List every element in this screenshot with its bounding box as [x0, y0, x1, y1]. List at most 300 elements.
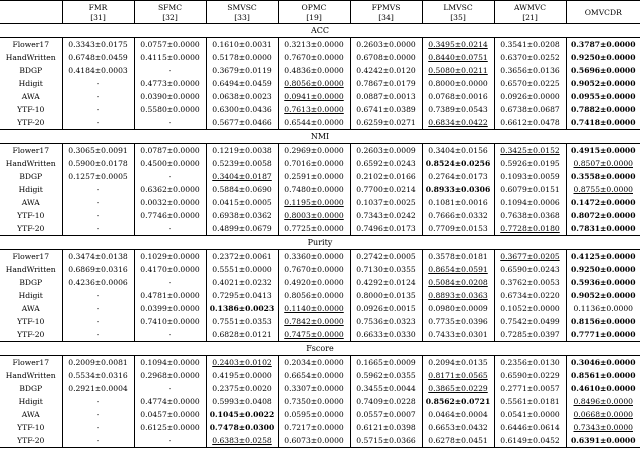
table-row: [0, 170, 640, 183]
corner-cell: [0, 1, 62, 14]
metric-value: 0.4781±0.0000: [140, 291, 200, 300]
metric-cell: [494, 250, 566, 264]
metric-cell: [566, 263, 640, 276]
metric-cell: [566, 250, 640, 264]
metric-value: 0.4021±0.0232: [212, 278, 272, 287]
metric-value: 0.7831±0.0000: [571, 224, 636, 233]
metric-value: 0.2009±0.0081: [68, 358, 128, 367]
metric-cell: [62, 263, 134, 276]
metric-cell: [278, 302, 350, 315]
metric-cell: [422, 222, 494, 236]
metric-value: 0.3558±0.0000: [571, 172, 636, 181]
metric-cell: [350, 382, 422, 395]
metric-value: 0.6592±0.0243: [356, 159, 416, 168]
metric-value: 0.0955±0.0000: [571, 92, 636, 101]
metric-value: 0.4170±0.0000: [140, 265, 200, 274]
metric-value: 0.4125±0.0000: [571, 252, 636, 261]
metric-value: 0.2603±0.0000: [356, 40, 416, 49]
metric-value: 0.4774±0.0000: [140, 397, 200, 406]
metric-value: -: [96, 211, 100, 220]
table-row: [0, 289, 640, 302]
metric-value: 0.6544±0.0000: [284, 118, 344, 127]
metric-cell: [134, 315, 206, 328]
metric-cell: [278, 250, 350, 264]
metric-value: 0.1665±0.0009: [356, 358, 416, 367]
metric-cell: [134, 64, 206, 77]
metric-cell: [494, 369, 566, 382]
metric-cell: [278, 183, 350, 196]
metric-cell: [566, 395, 640, 408]
metric-value: 0.7389±0.0543: [428, 105, 488, 114]
table-row: [0, 196, 640, 209]
metric-value: 0.0787±0.0000: [140, 146, 200, 155]
table-row: [0, 103, 640, 116]
metric-cell: [278, 144, 350, 158]
metric-cell: [566, 434, 640, 448]
metric-value: 0.0941±0.0000: [284, 92, 344, 101]
metric-value: 0.7343±0.0242: [356, 211, 416, 220]
table-row: [0, 77, 640, 90]
metric-cell: [62, 222, 134, 236]
metric-cell: [350, 408, 422, 421]
metric-cell: [422, 183, 494, 196]
table-row: [0, 421, 640, 434]
metric-value: 0.6362±0.0000: [140, 185, 200, 194]
metric-cell: [494, 144, 566, 158]
metric-cell: [134, 434, 206, 448]
metric-cell: [494, 382, 566, 395]
metric-cell: [566, 90, 640, 103]
table-row: [0, 408, 640, 421]
metric-value: 0.0464±0.0004: [428, 410, 488, 419]
metric-value: 0.8056±0.0000: [284, 291, 344, 300]
metric-cell: [62, 209, 134, 222]
metric-cell: [206, 408, 278, 421]
metric-value: 0.2034±0.0000: [284, 358, 344, 367]
metric-cell: [350, 77, 422, 90]
metric-cell: [278, 382, 350, 395]
metric-value: 0.7725±0.0000: [284, 224, 344, 233]
metric-cell: [350, 263, 422, 276]
metric-cell: [278, 103, 350, 116]
metric-cell: [422, 263, 494, 276]
metric-cell: [62, 90, 134, 103]
method-header: AWMVC: [494, 1, 566, 14]
metric-cell: [134, 116, 206, 130]
metric-cell: [566, 170, 640, 183]
metric-value: 0.5900±0.0178: [68, 159, 128, 168]
metric-cell: [566, 209, 640, 222]
metric-value: 0.0980±0.0009: [428, 304, 488, 313]
metric-cell: [134, 77, 206, 90]
dataset-name: BDGP: [19, 278, 43, 287]
metric-value: 0.7130±0.0355: [356, 265, 416, 274]
metric-value: -: [96, 291, 100, 300]
metric-value: -: [96, 105, 100, 114]
metric-value: 0.0595±0.0000: [284, 410, 344, 419]
metric-cell: [62, 276, 134, 289]
metric-cell: [422, 116, 494, 130]
metric-cell: [494, 408, 566, 421]
metric-value: -: [168, 66, 172, 75]
metric-value: 0.5962±0.0355: [356, 371, 416, 380]
metric-value: 0.6383±0.0258: [212, 436, 272, 445]
metric-value: 0.8893±0.0363: [428, 291, 488, 300]
metric-cell: [566, 421, 640, 434]
metric-value: 0.1094±0.0006: [500, 198, 560, 207]
metric-cell: [206, 263, 278, 276]
metric-cell: [134, 263, 206, 276]
metric-cell: [566, 196, 640, 209]
metric-cell: [206, 302, 278, 315]
metric-cell: [278, 38, 350, 52]
metric-value: 0.1029±0.0000: [140, 252, 200, 261]
metric-value: 0.8561±0.0000: [571, 371, 636, 380]
metric-cell: [206, 250, 278, 264]
metric-cell: [566, 183, 640, 196]
metric-value: 0.8755±0.0000: [573, 185, 633, 194]
metric-cell: [278, 289, 350, 302]
metric-value: 0.2968±0.0000: [140, 371, 200, 380]
metric-cell: [350, 183, 422, 196]
metric-value: 0.3474±0.0138: [68, 252, 128, 261]
dataset-name: Hdigit: [18, 185, 43, 194]
section-title: NMI: [0, 130, 640, 144]
metric-value: 0.6741±0.0389: [356, 105, 416, 114]
metric-value: 0.6079±0.0151: [500, 185, 560, 194]
metric-value: 0.9250±0.0000: [571, 53, 636, 62]
metric-value: 0.3065±0.0091: [68, 146, 128, 155]
metric-value: 0.6391±0.0000: [571, 436, 636, 445]
metric-value: 0.1037±0.0025: [356, 198, 416, 207]
dataset-name: AWA: [21, 304, 40, 313]
metric-cell: [494, 103, 566, 116]
metric-cell: [422, 302, 494, 315]
dataset-name: AWA: [21, 410, 40, 419]
metric-cell: [206, 170, 278, 183]
metric-cell: [422, 395, 494, 408]
metric-cell: [494, 395, 566, 408]
dataset-name: YTF-10: [17, 423, 45, 432]
metric-cell: [350, 421, 422, 434]
metric-value: 0.3046±0.0000: [571, 358, 636, 367]
dataset-name: HandWritten: [5, 371, 56, 380]
metric-cell: [566, 382, 640, 395]
metric-value: 0.1610±0.0031: [212, 40, 272, 49]
metric-value: 0.6748±0.0459: [68, 53, 128, 62]
metric-value: 0.6834±0.0422: [428, 118, 488, 127]
metric-value: 0.7409±0.0228: [356, 397, 416, 406]
metric-value: -: [168, 384, 172, 393]
metric-cell: [134, 196, 206, 209]
metric-value: -: [96, 185, 100, 194]
metric-value: 0.6370±0.0252: [500, 53, 560, 62]
header-method-row: [0, 1, 640, 14]
metric-cell: [206, 315, 278, 328]
metric-value: 0.8524±0.0256: [425, 159, 491, 168]
table-row: [0, 157, 640, 170]
metric-cell: [350, 170, 422, 183]
metric-value: 0.0887±0.0013: [356, 92, 416, 101]
metric-cell: [206, 328, 278, 342]
dataset-name: YTF-20: [0, 434, 62, 448]
metric-cell: [494, 421, 566, 434]
metric-value: 0.7542±0.0499: [500, 317, 560, 326]
metric-cell: [134, 382, 206, 395]
metric-value: 0.7475±0.0000: [284, 330, 344, 339]
dataset-name: YTF-10: [17, 317, 45, 326]
metric-cell: [350, 144, 422, 158]
table-row: [0, 250, 640, 264]
metric-cell: [278, 421, 350, 434]
metric-cell: [494, 328, 566, 342]
metric-cell: [350, 116, 422, 130]
metric-cell: [62, 369, 134, 382]
metric-value: 0.8933±0.0306: [425, 185, 491, 194]
metric-value: 0.6708±0.0000: [356, 53, 416, 62]
metric-cell: [566, 289, 640, 302]
metric-cell: [134, 183, 206, 196]
metric-value: 0.1195±0.0000: [284, 198, 344, 207]
table-row: [0, 434, 640, 448]
metric-value: 0.6738±0.0687: [500, 105, 560, 114]
metric-value: 0.7670±0.0000: [284, 53, 344, 62]
metric-cell: [62, 328, 134, 342]
metric-cell: [350, 103, 422, 116]
metric-cell: [422, 434, 494, 448]
metric-cell: [566, 64, 640, 77]
metric-cell: [62, 51, 134, 64]
metric-value: 0.5715±0.0366: [356, 436, 416, 445]
metric-cell: [62, 183, 134, 196]
metric-value: 0.6073±0.0000: [284, 436, 344, 445]
metric-value: 0.8156±0.0000: [571, 317, 636, 326]
metric-value: 0.7350±0.0000: [284, 397, 344, 406]
metric-value: 0.7882±0.0000: [571, 105, 636, 114]
metric-value: 0.2771±0.0057: [500, 384, 560, 393]
method-header: SMVSC: [206, 1, 278, 14]
metric-value: 0.2591±0.0000: [284, 172, 344, 181]
metric-cell: [278, 356, 350, 370]
metric-cell: [350, 196, 422, 209]
metric-value: 0.4115±0.0000: [140, 53, 200, 62]
metric-value: 0.3656±0.0136: [500, 66, 560, 75]
metric-cell: [134, 408, 206, 421]
metric-cell: [350, 64, 422, 77]
metric-cell: [494, 170, 566, 183]
metric-value: -: [96, 436, 100, 445]
metric-value: 0.8003±0.0000: [284, 211, 344, 220]
metric-value: 0.8072±0.0000: [571, 211, 636, 220]
metric-cell: [422, 421, 494, 434]
method-ref: [35]: [422, 13, 494, 24]
metric-cell: [62, 103, 134, 116]
metric-cell: [422, 103, 494, 116]
metric-value: 0.0032±0.0000: [140, 198, 200, 207]
metric-value: 0.2102±0.0166: [356, 172, 416, 181]
metric-value: 0.0768±0.0016: [428, 92, 488, 101]
table-row: [0, 263, 640, 276]
dataset-name: Hdigit: [18, 79, 43, 88]
metric-value: 0.6590±0.0229: [500, 371, 560, 380]
metric-value: 0.0557±0.0007: [356, 410, 416, 419]
metric-value: 0.4899±0.0679: [212, 224, 272, 233]
metric-cell: [62, 408, 134, 421]
metric-value: 0.3404±0.0187: [212, 172, 272, 181]
metric-cell: [566, 369, 640, 382]
metric-value: -: [168, 172, 172, 181]
metric-value: 0.3762±0.0053: [500, 278, 560, 287]
metric-value: 0.1093±0.0059: [500, 172, 560, 181]
method-ref: [21]: [494, 13, 566, 24]
metric-cell: [350, 222, 422, 236]
metric-value: 0.6938±0.0362: [212, 211, 272, 220]
metric-cell: [278, 328, 350, 342]
metric-cell: [206, 369, 278, 382]
metric-cell: [494, 276, 566, 289]
metric-value: 0.7709±0.0153: [428, 224, 488, 233]
metric-cell: [494, 222, 566, 236]
metric-cell: [206, 209, 278, 222]
table-row: [0, 51, 640, 64]
metric-cell: [422, 356, 494, 370]
method-header: FMR: [62, 1, 134, 14]
metric-value: 0.7638±0.0368: [500, 211, 560, 220]
metric-value: 0.2403±0.0102: [212, 358, 272, 367]
metric-cell: [350, 90, 422, 103]
metric-cell: [350, 315, 422, 328]
metric-value: 0.2969±0.0000: [284, 146, 344, 155]
metric-cell: [62, 250, 134, 264]
metric-value: 0.8654±0.0591: [428, 265, 488, 274]
metric-value: 0.3404±0.0156: [428, 146, 488, 155]
metric-cell: [134, 289, 206, 302]
metric-value: 0.8171±0.0565: [428, 371, 488, 380]
metric-value: -: [96, 92, 100, 101]
metric-cell: [278, 170, 350, 183]
metric-value: 0.6612±0.0478: [500, 118, 560, 127]
metric-value: 0.3787±0.0000: [571, 40, 636, 49]
metric-value: 0.4610±0.0000: [571, 384, 636, 393]
metric-value: 0.2603±0.0009: [356, 146, 416, 155]
metric-value: 0.6570±0.0225: [500, 79, 560, 88]
metric-cell: [494, 157, 566, 170]
metric-value: 0.8496±0.0000: [573, 397, 633, 406]
metric-cell: [206, 77, 278, 90]
metric-cell: [134, 170, 206, 183]
metric-cell: [566, 408, 640, 421]
dataset-name: BDGP: [19, 66, 43, 75]
metric-value: 0.5936±0.0000: [571, 278, 636, 287]
table-row: [0, 328, 640, 342]
metric-value: 0.3578±0.0181: [428, 252, 488, 261]
metric-cell: [566, 144, 640, 158]
table-row: [0, 209, 640, 222]
metric-cell: [350, 250, 422, 264]
metric-value: 0.7480±0.0000: [284, 185, 344, 194]
metric-cell: [566, 315, 640, 328]
metric-value: 0.8056±0.0000: [284, 79, 344, 88]
metric-value: 0.5993±0.0408: [212, 397, 272, 406]
metric-cell: [422, 315, 494, 328]
metric-value: 0.5178±0.0000: [212, 53, 272, 62]
dataset-name: HandWritten: [5, 159, 56, 168]
metric-value: 0.0668±0.0000: [573, 410, 633, 419]
metric-cell: [134, 209, 206, 222]
metric-value: -: [96, 330, 100, 339]
metric-cell: [566, 51, 640, 64]
metric-value: 0.4195±0.0000: [212, 371, 272, 380]
dataset-name: BDGP: [19, 384, 43, 393]
metric-cell: [278, 51, 350, 64]
metric-cell: [494, 64, 566, 77]
metric-value: -: [96, 317, 100, 326]
metric-cell: [494, 77, 566, 90]
method-ref: [32]: [134, 13, 206, 24]
metric-cell: [278, 369, 350, 382]
method-ref: [33]: [206, 13, 278, 24]
metric-value: 0.6654±0.0000: [284, 371, 344, 380]
metric-cell: [206, 38, 278, 52]
metric-value: 0.5561±0.0181: [500, 397, 560, 406]
metric-cell: [206, 356, 278, 370]
metric-cell: [134, 144, 206, 158]
method-ref: [19]: [278, 13, 350, 24]
metric-cell: [278, 77, 350, 90]
metric-value: 0.5534±0.0316: [68, 371, 128, 380]
metric-value: 0.4236±0.0006: [68, 278, 128, 287]
metric-cell: [62, 116, 134, 130]
metric-cell: [566, 116, 640, 130]
metric-value: 0.0757±0.0000: [140, 40, 200, 49]
metric-cell: [350, 369, 422, 382]
metric-cell: [422, 382, 494, 395]
metric-value: 0.9052±0.0000: [571, 291, 636, 300]
section-header-row: [0, 342, 640, 356]
section-title: Purity: [0, 236, 640, 250]
metric-value: -: [96, 224, 100, 233]
metric-cell: [566, 103, 640, 116]
table-row: [0, 369, 640, 382]
metric-value: 0.5551±0.0000: [212, 265, 272, 274]
method-ref: [31]: [62, 13, 134, 24]
metric-cell: [350, 157, 422, 170]
metric-cell: [566, 356, 640, 370]
metric-value: 0.8000±0.0000: [428, 79, 488, 88]
metric-cell: [278, 222, 350, 236]
metric-value: 0.1052±0.0000: [500, 304, 560, 313]
dataset-name: Flower17: [12, 252, 50, 261]
metric-value: 0.2356±0.0130: [500, 358, 560, 367]
metric-cell: [62, 302, 134, 315]
method-ref: [34]: [350, 13, 422, 24]
metric-value: -: [96, 198, 100, 207]
metric-cell: [494, 183, 566, 196]
dataset-name: AWA: [21, 198, 40, 207]
metric-value: 0.8000±0.0135: [356, 291, 416, 300]
metric-cell: [134, 51, 206, 64]
metric-value: 0.0390±0.0000: [140, 92, 200, 101]
method-header: OPMC: [278, 1, 350, 14]
metric-value: 0.1257±0.0005: [68, 172, 128, 181]
metric-value: 0.7478±0.0300: [209, 423, 275, 432]
metric-cell: [62, 395, 134, 408]
metric-cell: [350, 328, 422, 342]
dataset-name: YTF-10: [17, 211, 45, 220]
metric-cell: [494, 434, 566, 448]
metric-value: 0.7613±0.0000: [284, 105, 344, 114]
metric-value: 0.5080±0.0211: [428, 66, 488, 75]
